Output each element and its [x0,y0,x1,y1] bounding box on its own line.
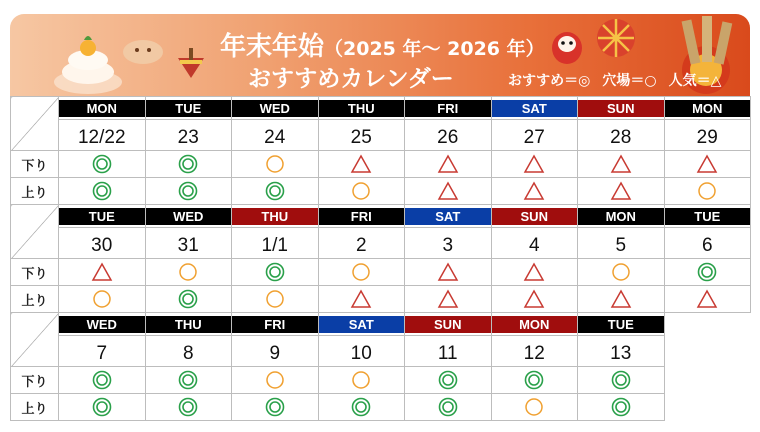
down-status-cell [664,151,751,178]
date-label: 7 [96,342,108,364]
triangle-icon [437,154,459,174]
up-status-cell [318,178,405,205]
date-label: 4 [528,234,540,256]
day-of-week-cell [405,205,492,228]
up-status-cell [664,286,751,313]
date-cell [145,228,232,259]
day-of-week-label: SUN [578,100,664,117]
date-label: 2 [355,234,367,256]
double-circle-icon [437,397,459,417]
day-of-week-cell [145,205,232,228]
legend-popular: 人気＝△ [668,73,722,89]
double-circle-icon [177,289,199,309]
corner-cell [11,97,59,151]
week-table [10,96,751,205]
date-label: 10 [350,342,372,364]
down-status-cell [232,151,319,178]
circle-icon [264,154,286,174]
day-of-week-label: TUE [665,208,751,225]
up-status-cell [232,178,319,205]
day-of-week-label: THU [319,100,405,117]
down-status-cell [59,367,146,394]
circle-icon [523,397,545,417]
date-label: 24 [264,126,286,148]
circle-icon [350,181,372,201]
date-label: 26 [437,126,459,148]
date-cell [578,228,665,259]
triangle-icon [437,262,459,282]
up-status-cell [664,178,751,205]
date-label: 11 [437,342,458,364]
day-of-week-cell [145,313,232,336]
down-status-cell [145,151,232,178]
day-of-week-cell [578,205,665,228]
day-of-week-label: FRI [319,208,405,225]
down-status-cell [578,367,665,394]
date-cell [491,120,578,151]
day-of-week-cell [318,205,405,228]
date-label: 25 [350,126,372,148]
triangle-icon [350,289,372,309]
day-of-week-cell [664,97,751,120]
legend-spot: 穴場＝○ [602,73,657,89]
date-cell [405,336,492,367]
down-status-cell [145,367,232,394]
date-label: 23 [177,126,199,148]
triangle-icon [523,289,545,309]
temari-ball-icon [594,16,638,60]
spinning-top-icon [174,44,208,84]
corner-cell [11,313,59,367]
up-status-cell [405,286,492,313]
day-of-week-label: TUE [578,316,664,333]
day-of-week-cell [578,313,665,336]
circle-icon [264,289,286,309]
double-circle-icon [350,397,372,417]
up-status-cell [491,286,578,313]
page-title [220,26,545,63]
day-of-week-label: FRI [232,316,318,333]
up-row-label: 上り [11,178,59,205]
up-row-label: 上り [11,394,59,421]
date-cell [318,228,405,259]
day-of-week-label: TUE [146,100,232,117]
triangle-icon [610,154,632,174]
triangle-icon [696,289,718,309]
up-status-cell [491,178,578,205]
day-of-week-cell [491,313,578,336]
calendar-header [10,14,750,96]
day-of-week-cell [145,97,232,120]
date-cell [491,228,578,259]
triangle-icon [610,289,632,309]
date-cell [664,120,751,151]
title-years: （2025 年〜 2026 年） [324,38,545,60]
date-label: 12 [523,342,545,364]
day-of-week-cell [405,97,492,120]
down-status-cell [405,367,492,394]
down-status-cell [318,151,405,178]
triangle-icon [350,154,372,174]
legend-recommend: おすすめ＝◎ [508,73,591,89]
date-cell [232,120,319,151]
up-status-cell [59,286,146,313]
up-status-cell [145,178,232,205]
up-status-cell [145,286,232,313]
date-label: 13 [610,342,632,364]
day-of-week-cell [232,97,319,120]
up-status-cell [578,394,665,421]
symbol-legend [508,70,733,90]
down-status-cell [59,151,146,178]
date-label: 9 [269,342,281,364]
day-of-week-label: SAT [319,316,405,333]
date-cell [232,228,319,259]
day-of-week-cell [59,205,146,228]
circle-icon [177,262,199,282]
day-of-week-cell [232,205,319,228]
manju-icon [120,30,166,66]
triangle-icon [437,289,459,309]
day-of-week-label: MON [578,208,664,225]
day-of-week-cell [59,313,146,336]
double-circle-icon [610,397,632,417]
double-circle-icon [437,370,459,390]
date-cell [59,228,146,259]
up-status-cell [578,286,665,313]
down-status-cell [232,367,319,394]
circle-icon [696,181,718,201]
double-circle-icon [177,181,199,201]
triangle-icon [523,262,545,282]
week-table [10,204,751,313]
up-row-label: 上り [11,286,59,313]
date-label: 27 [523,126,545,148]
circle-icon [350,370,372,390]
day-of-week-label: THU [232,208,318,225]
date-label: 30 [91,234,113,256]
down-status-cell [405,259,492,286]
date-label: 5 [615,234,627,256]
day-of-week-cell [578,97,665,120]
date-label: 12/22 [77,126,126,148]
double-circle-icon [91,154,113,174]
daruma-icon [550,26,584,66]
day-of-week-label: FRI [405,100,491,117]
down-row-label: 下り [11,367,59,394]
week-table [10,312,665,421]
date-label: 28 [610,126,632,148]
double-circle-icon [91,181,113,201]
down-status-cell [578,151,665,178]
down-status-cell [318,259,405,286]
title-main: 年末年始 [220,32,325,62]
day-of-week-cell [318,313,405,336]
triangle-icon [437,181,459,201]
date-cell [145,336,232,367]
triangle-icon [696,154,718,174]
circle-icon [264,370,286,390]
day-of-week-cell [491,97,578,120]
double-circle-icon [177,397,199,417]
triangle-icon [523,181,545,201]
day-of-week-label: SUN [492,208,578,225]
day-of-week-label: SAT [492,100,578,117]
double-circle-icon [264,181,286,201]
date-label: 6 [701,234,713,256]
date-cell [318,336,405,367]
down-status-cell [491,367,578,394]
up-status-cell [318,394,405,421]
double-circle-icon [264,262,286,282]
date-label: 8 [182,342,194,364]
day-of-week-cell [232,313,319,336]
double-circle-icon [264,397,286,417]
page-subtitle: おすすめカレンダー [248,66,454,92]
double-circle-icon [177,370,199,390]
date-cell [59,336,146,367]
day-of-week-label: SUN [405,316,491,333]
down-status-cell [491,151,578,178]
down-status-cell [318,367,405,394]
date-cell [491,336,578,367]
down-status-cell [664,259,751,286]
kagami-mochi-icon [48,24,128,96]
down-status-cell [145,259,232,286]
up-status-cell [59,394,146,421]
day-of-week-label: THU [146,316,232,333]
up-status-cell [145,394,232,421]
double-circle-icon [523,370,545,390]
day-of-week-label: WED [232,100,318,117]
up-status-cell [578,178,665,205]
date-cell [578,120,665,151]
date-cell [405,120,492,151]
day-of-week-label: WED [146,208,232,225]
down-row-label: 下り [11,151,59,178]
circle-icon [91,289,113,309]
double-circle-icon [177,154,199,174]
day-of-week-cell [405,313,492,336]
double-circle-icon [91,370,113,390]
down-status-cell [59,259,146,286]
date-cell [59,120,146,151]
double-circle-icon [91,397,113,417]
down-status-cell [232,259,319,286]
double-circle-icon [696,262,718,282]
circle-icon [350,262,372,282]
up-status-cell [491,394,578,421]
up-status-cell [405,394,492,421]
date-cell [145,120,232,151]
date-label: 29 [696,126,718,148]
up-status-cell [232,394,319,421]
double-circle-icon [610,370,632,390]
date-label: 31 [177,234,199,256]
date-cell [664,228,751,259]
down-status-cell [491,259,578,286]
day-of-week-cell [318,97,405,120]
up-status-cell [232,286,319,313]
up-status-cell [405,178,492,205]
triangle-icon [91,262,113,282]
triangle-icon [610,181,632,201]
day-of-week-label: SAT [405,208,491,225]
up-status-cell [318,286,405,313]
day-of-week-label: MON [59,100,145,117]
day-of-week-label: MON [665,100,751,117]
date-cell [232,336,319,367]
date-cell [318,120,405,151]
up-status-cell [59,178,146,205]
date-label: 3 [442,234,454,256]
day-of-week-label: TUE [59,208,145,225]
down-status-cell [578,259,665,286]
circle-icon [610,262,632,282]
date-cell [578,336,665,367]
day-of-week-label: MON [492,316,578,333]
down-row-label: 下り [11,259,59,286]
day-of-week-label: WED [59,316,145,333]
day-of-week-cell [491,205,578,228]
date-label: 1/1 [261,234,288,256]
day-of-week-cell [664,205,751,228]
day-of-week-cell [59,97,146,120]
down-status-cell [405,151,492,178]
date-cell [405,228,492,259]
corner-cell [11,205,59,259]
triangle-icon [523,154,545,174]
